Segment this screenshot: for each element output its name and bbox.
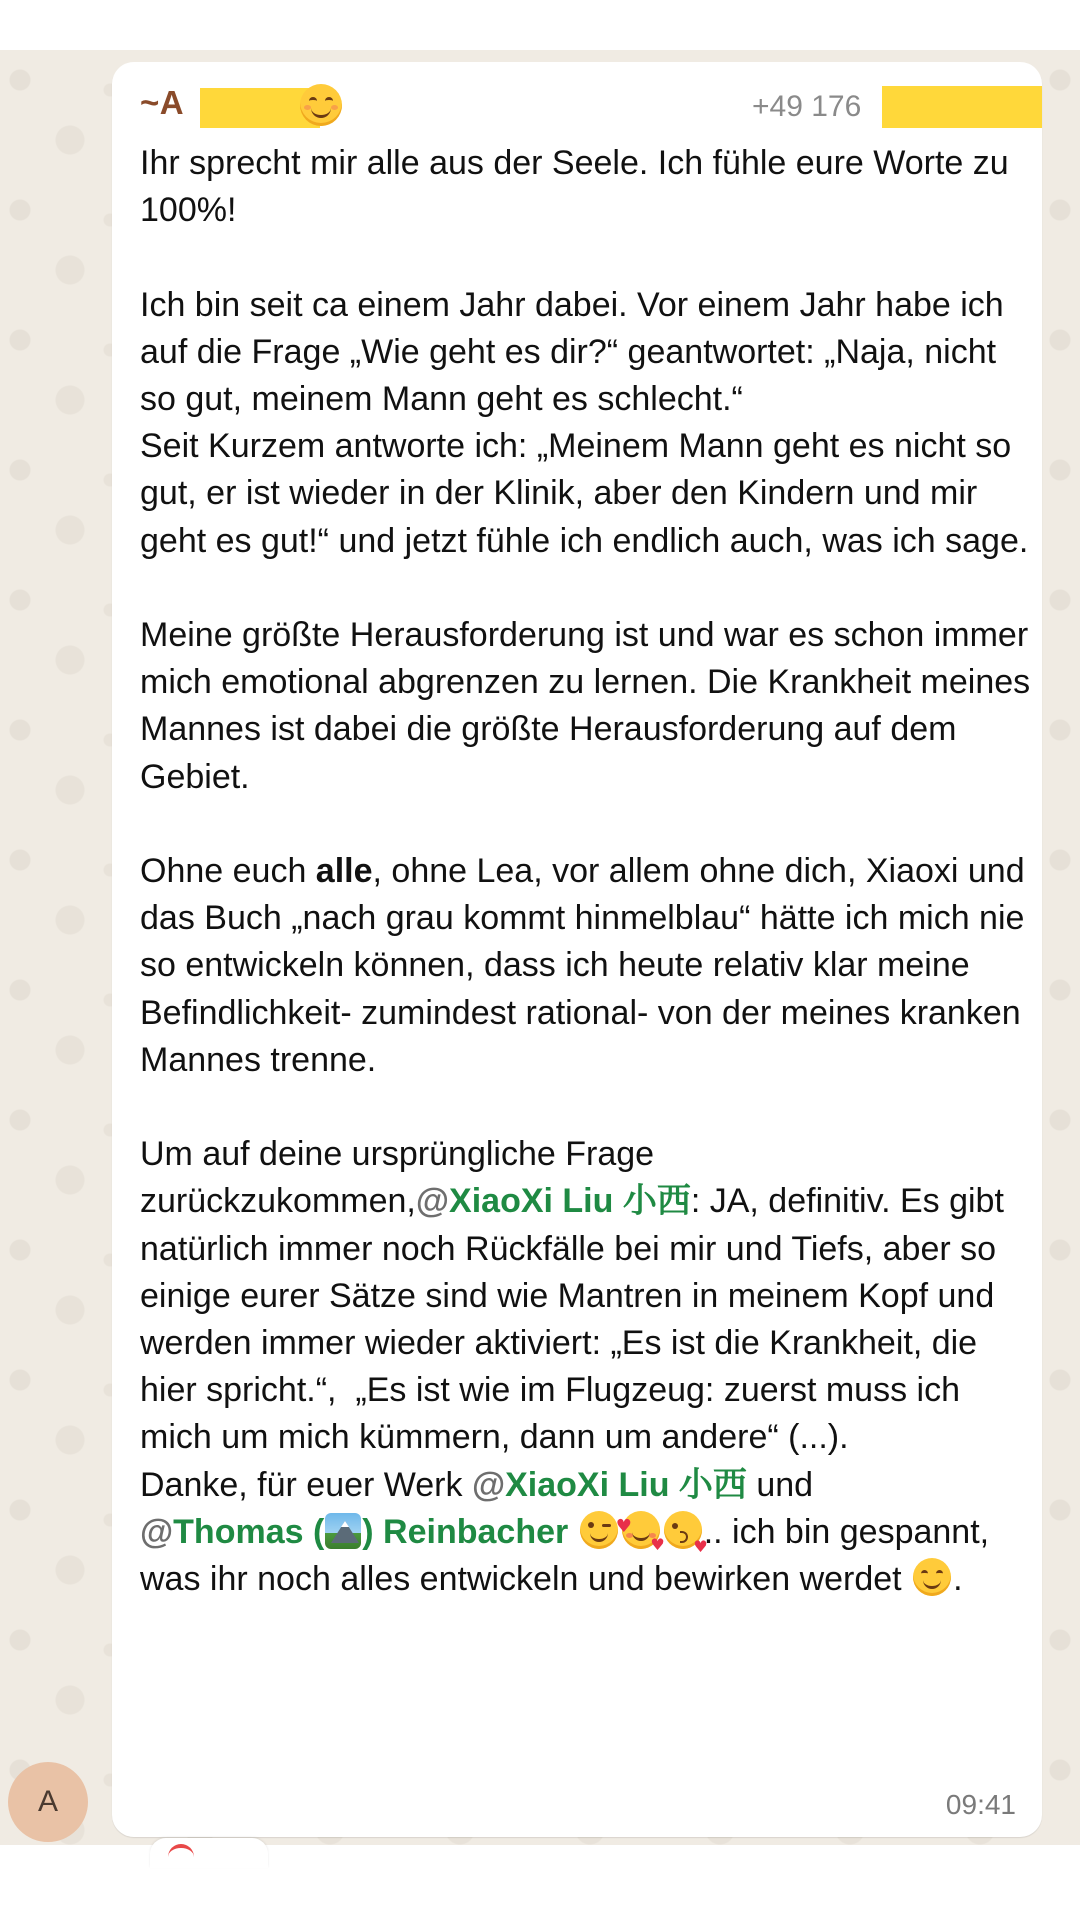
mention-xiaoxi-2[interactable] <box>472 1466 747 1504</box>
smiling-face-icon <box>913 1558 951 1596</box>
avatar[interactable]: A <box>8 1762 88 1842</box>
message-timestamp: 09:41 <box>945 1789 1016 1820</box>
mention-thomas[interactable] <box>140 1513 568 1551</box>
paragraph-5-rest: : JA, definitiv. Es gibt natürlich immer noch Rückfälle bei mir und Tiefs, aber so einige eurer Sätze sind wie Mantren in meinem Kopf und werden immer wieder aktiviert: „Es ist die Krankheit, die hier spricht.“, „Es ist wie im Flugzeug: zuerst muss ich mich um mich kümmern, dann um andere“ (...). <box>140 1182 1014 1457</box>
smiling-face-icon <box>300 84 342 126</box>
mention-xiaoxi-name: XiaoXi Liu 小西 <box>505 1465 747 1504</box>
paragraph-4-start: Ohne euch <box>140 852 316 891</box>
mountain-icon <box>325 1513 361 1549</box>
message-text <box>140 140 1040 1603</box>
mention-xiaoxi-name: XiaoXi Liu 小西 <box>449 1182 691 1221</box>
mention-xiaoxi[interactable] <box>416 1182 691 1220</box>
heart-reaction-icon <box>168 1844 194 1862</box>
winking-face-icon <box>580 1511 618 1549</box>
paragraph-4-rest: , ohne Lea, vor allem ohne dich, Xiaoxi und das Buch „nach grau kommt hinmelblau“ hätte ich mich nie so entwickeln können, dass ich heute relativ klar meine Befindlichkeit- zumindest rational- von der meines kranken Mannes trenne. <box>140 852 1035 1079</box>
mention-at-sign: @ <box>415 1182 450 1221</box>
mention-at-sign: @ <box>140 1512 174 1551</box>
paragraph-3: Meine größte Herausforderung ist und war es schon immer mich emotional abgrenzen zu lernen. Die Krankheit meines Mannes ist dabei die größte Herausforderung auf dem Gebiet. <box>140 616 1040 796</box>
message-header <box>140 72 1030 132</box>
chat-background <box>0 50 1080 1845</box>
mention-at-sign: @ <box>471 1465 506 1504</box>
paragraph-4-bold: alle <box>315 852 373 891</box>
sender-phone: +49 176 <box>752 90 862 123</box>
smiling-face-with-hearts-icon <box>622 1511 660 1549</box>
paragraph-6-start: Danke, für euer Werk <box>140 1465 472 1504</box>
reaction-badge[interactable] <box>150 1838 268 1868</box>
mention-thomas-name-a: Thomas ( <box>173 1512 325 1551</box>
message-bubble[interactable] <box>112 62 1042 1837</box>
paragraph-6-end: . <box>953 1560 963 1599</box>
paragraph-6-und: und <box>746 1465 814 1504</box>
face-blowing-kiss-icon <box>664 1511 702 1549</box>
paragraph-5-start: Um auf deine ursprüngliche Frage zurückzukommen, <box>140 1135 664 1221</box>
paragraph-2: Ich bin seit ca einem Jahr dabei. Vor einem Jahr habe ich auf die Frage „Wie geht es dir?“ geantwortet: „Naja, nicht so gut, meinem Mann geht es schlecht.“ Seit Kurzem antworte ich: „Meinem Mann geht es nicht so gut, er ist wieder in der Klinik, aber den Kindern und mir geht es gut!“ und jetzt fühle ich endlich auch, was ich sage. <box>140 285 1029 560</box>
sender-name[interactable]: ~A <box>140 84 185 121</box>
paragraph-1: Ihr sprecht mir alle aus der Seele. Ich fühle eure Worte zu 100%! <box>140 144 1019 230</box>
paragraph-6-after-emoji: .. ich bin gespannt, was ihr noch alles entwickeln und bewirken werdet <box>140 1512 999 1599</box>
redacted-phone <box>882 86 1042 128</box>
mention-thomas-name-b: ) Reinbacher <box>362 1512 569 1551</box>
